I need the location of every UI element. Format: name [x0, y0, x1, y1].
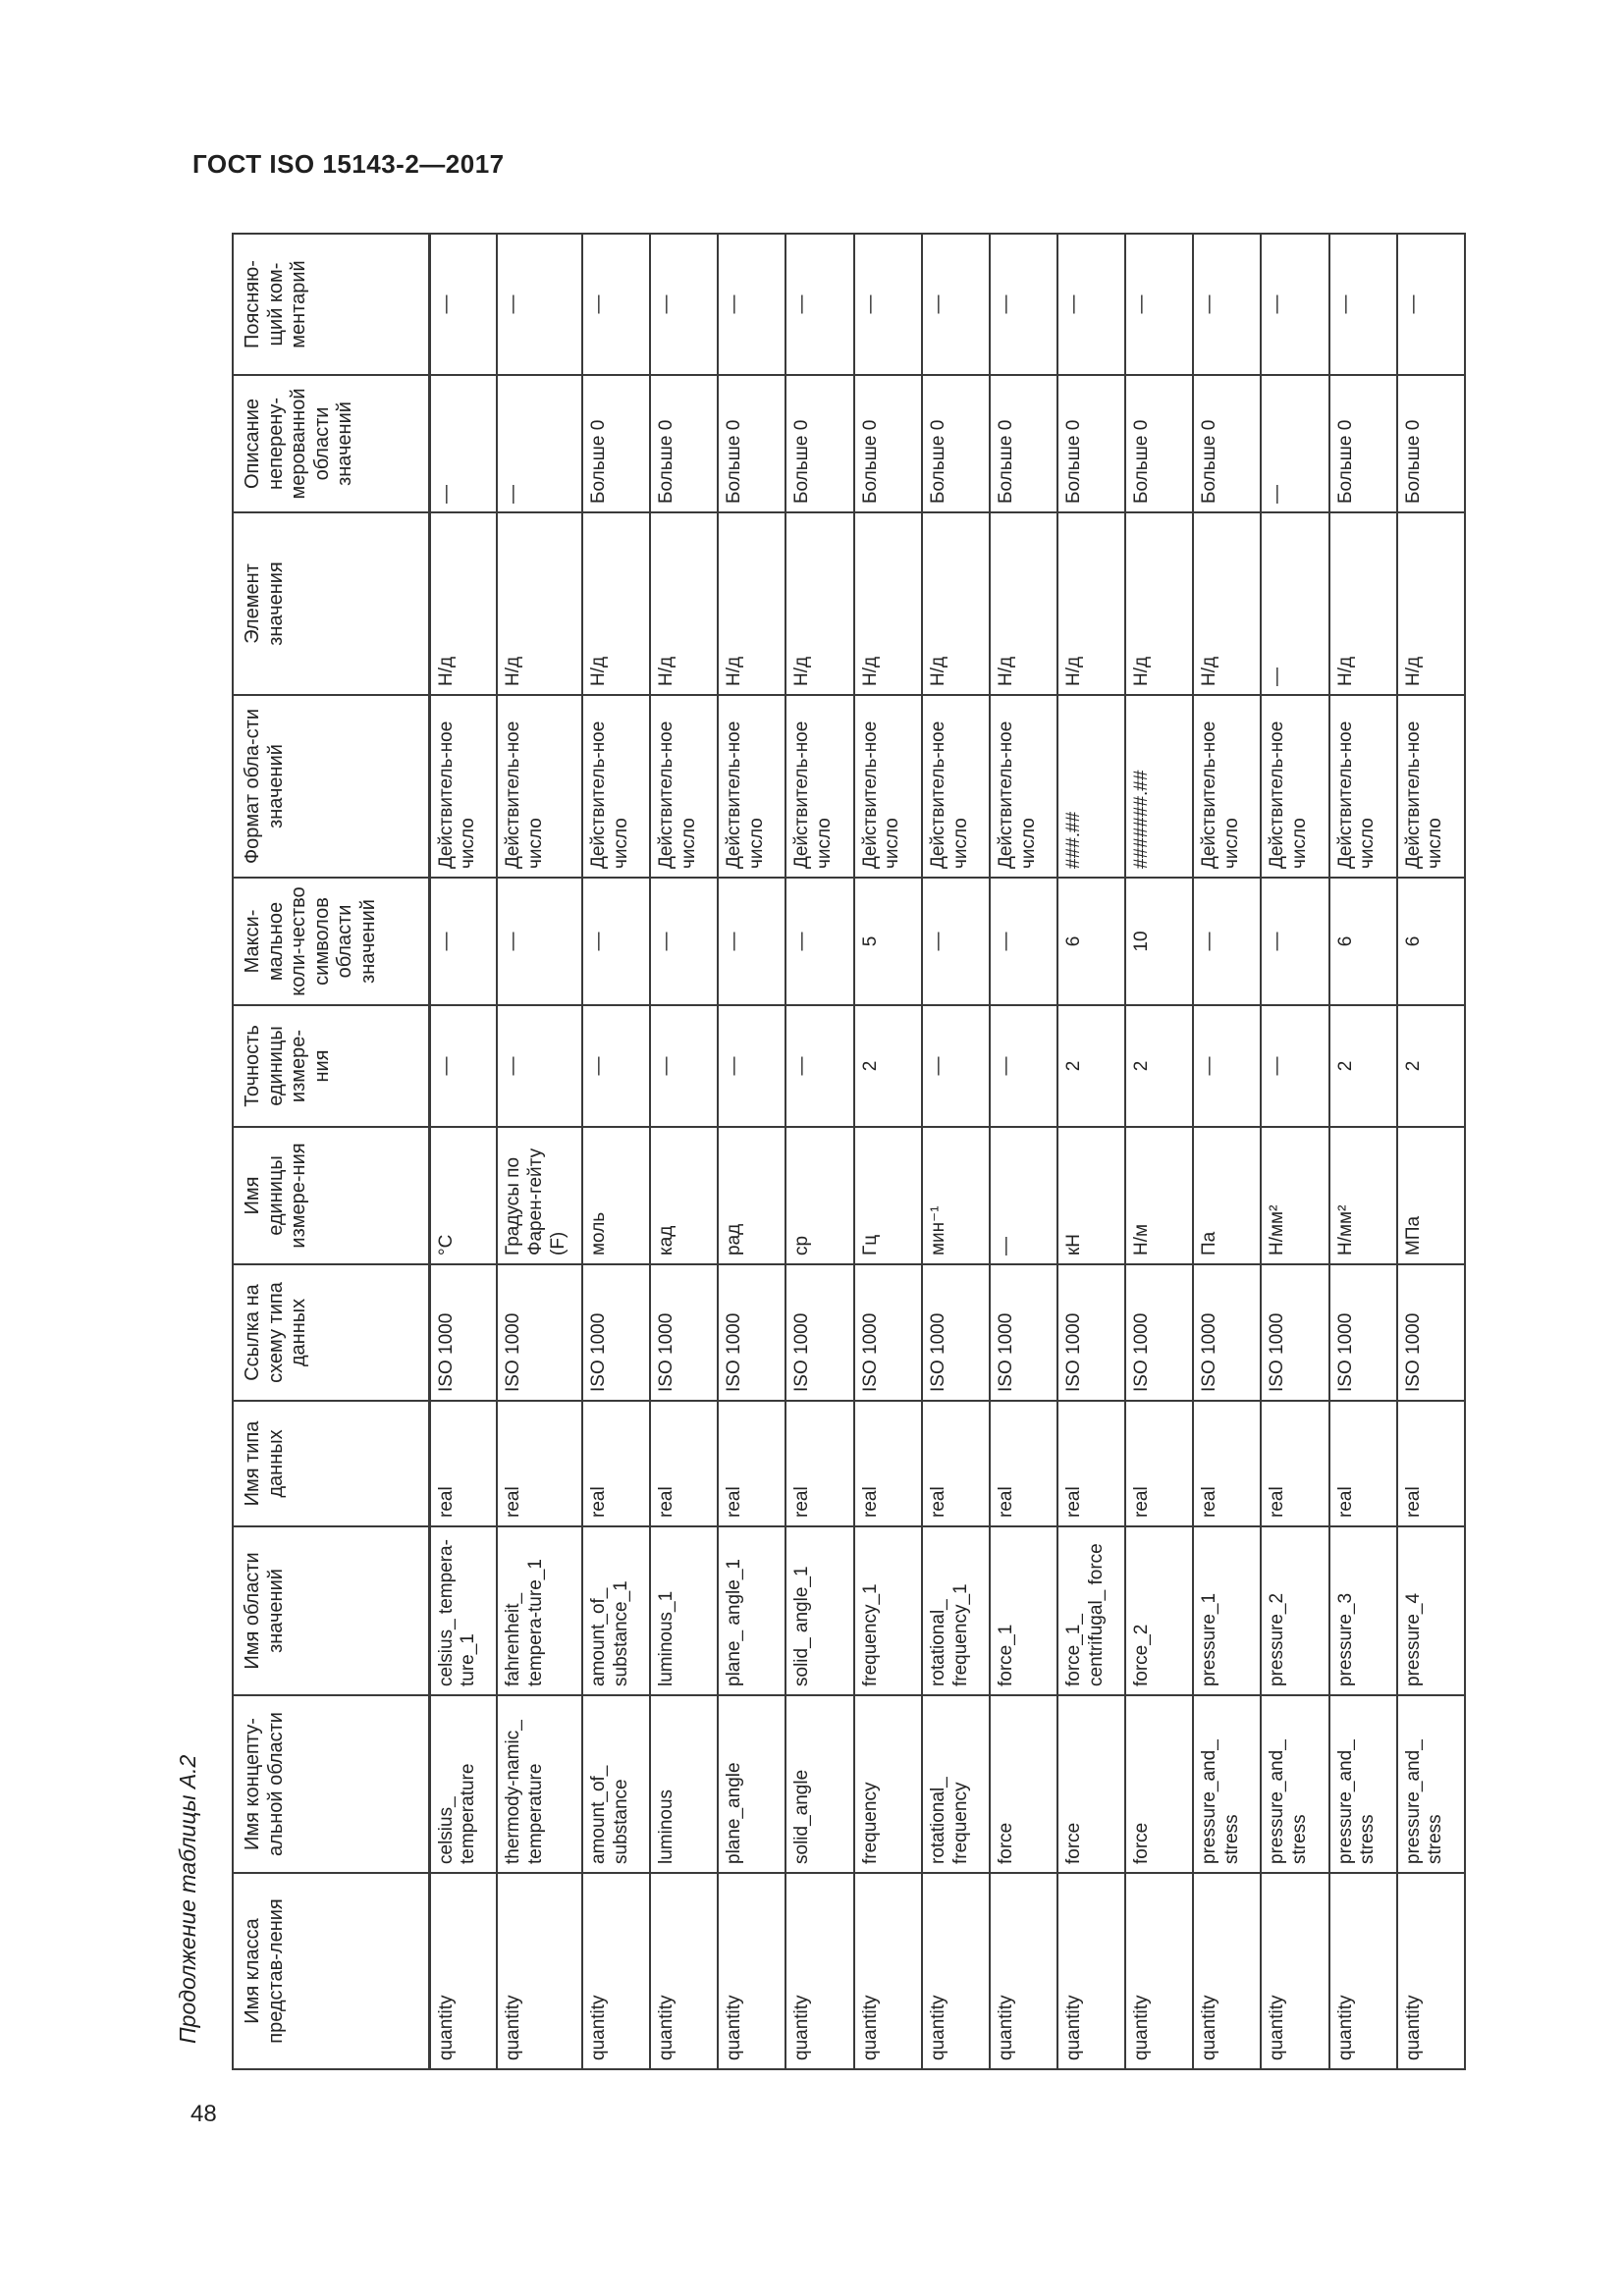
- table-cell: Н/д: [785, 512, 853, 695]
- table-cell: frequency_1: [854, 1526, 922, 1695]
- table-cell: quantity: [922, 1873, 990, 2069]
- table-cell: force: [1057, 1695, 1125, 1873]
- table-cell: Н/д: [429, 512, 497, 695]
- table-cell: Действитель-ное число: [497, 695, 582, 878]
- table-cell: Н/д: [922, 512, 990, 695]
- table-cell: quantity: [582, 1873, 650, 2069]
- table-cell: force_1_ centrifugal_ force: [1057, 1526, 1125, 1695]
- table-cell: Больше 0: [718, 375, 785, 512]
- table-cell: amount_of_ substance: [582, 1695, 650, 1873]
- table-cell: —: [429, 375, 497, 512]
- table-cell: Больше 0: [582, 375, 650, 512]
- table-cell: Н/д: [854, 512, 922, 695]
- table-cell: quantity: [990, 1873, 1057, 2069]
- table-cell: Больше 0: [854, 375, 922, 512]
- table-cell: Н/д: [582, 512, 650, 695]
- table-cell: real: [785, 1401, 853, 1526]
- table-cell: real: [854, 1401, 922, 1526]
- table-cell: Действитель-ное число: [650, 695, 718, 878]
- table-cell: rotational_ frequency: [922, 1695, 990, 1873]
- table-cell: Больше 0: [1057, 375, 1125, 512]
- table-cell: real: [718, 1401, 785, 1526]
- table-cell: —: [718, 1005, 785, 1127]
- table-cell: force: [990, 1695, 1057, 1873]
- table-cell: real: [922, 1401, 990, 1526]
- table-row: [1261, 234, 1328, 2069]
- column-header: Точность единицы измере-ния: [233, 1005, 429, 1127]
- table-cell: —: [1329, 234, 1397, 375]
- column-header: Формат обла-сти значений: [233, 695, 429, 878]
- table-cell: 2: [1125, 1005, 1193, 1127]
- rotated-table-container: [232, 235, 1466, 2070]
- table-cell: —: [497, 1005, 582, 1127]
- table-cell: кад: [650, 1127, 718, 1264]
- table-cell: 2: [1397, 1005, 1465, 1127]
- table-cell: Больше 0: [990, 375, 1057, 512]
- table-cell: 5: [854, 878, 922, 1005]
- table-cell: 2: [1329, 1005, 1397, 1127]
- table-cell: —: [1261, 1005, 1328, 1127]
- table-cell: real: [1057, 1401, 1125, 1526]
- table-cell: 6: [1329, 878, 1397, 1005]
- table-cell: Н/д: [497, 512, 582, 695]
- table-cell: celsius_ tempera-ture_1: [429, 1526, 497, 1695]
- table-cell: pressure_1: [1193, 1526, 1261, 1695]
- column-header: Описание неперену-мерованной области значений: [233, 375, 429, 512]
- table-cell: real: [1397, 1401, 1465, 1526]
- table-cell: ср: [785, 1127, 853, 1264]
- table-cell: quantity: [718, 1873, 785, 2069]
- table-cell: #######.##: [1125, 695, 1193, 878]
- table-cell: —: [650, 878, 718, 1005]
- document-header: ГОСТ ISO 15143-2—2017: [192, 149, 505, 179]
- table-cell: ISO 1000: [1261, 1264, 1328, 1401]
- table-cell: quantity: [1193, 1873, 1261, 2069]
- table-cell: —: [650, 234, 718, 375]
- table-cell: real: [582, 1401, 650, 1526]
- column-header: Поясняю-щий ком-ментарий: [233, 234, 429, 375]
- table-cell: МПа: [1397, 1127, 1465, 1264]
- table-cell: —: [1397, 234, 1465, 375]
- table-cell: rotational_ frequency_1: [922, 1526, 990, 1695]
- table-row: [785, 234, 853, 2069]
- table-cell: Н/мм²: [1261, 1127, 1328, 1264]
- table-cell: 6: [1057, 878, 1125, 1005]
- table-cell: real: [429, 1401, 497, 1526]
- table-cell: Действитель-ное число: [854, 695, 922, 878]
- data-table: [232, 233, 1466, 2070]
- table-cell: quantity: [429, 1873, 497, 2069]
- table-cell: pressure_2: [1261, 1526, 1328, 1695]
- table-cell: thermody-namic_ temperature: [497, 1695, 582, 1873]
- table-cell: —: [990, 1005, 1057, 1127]
- table-cell: —: [497, 234, 582, 375]
- table-cell: quantity: [785, 1873, 853, 2069]
- table-cell: ISO 1000: [785, 1264, 853, 1401]
- table-cell: quantity: [650, 1873, 718, 2069]
- table-cell: Действитель-ное число: [1397, 695, 1465, 878]
- table-cell: pressure_3: [1329, 1526, 1397, 1695]
- table-cell: ISO 1000: [1329, 1264, 1397, 1401]
- table-cell: рад: [718, 1127, 785, 1264]
- table-cell: —: [497, 878, 582, 1005]
- table-cell: —: [582, 878, 650, 1005]
- table-row: [718, 234, 785, 2069]
- table-cell: Н/мм²: [1329, 1127, 1397, 1264]
- table-cell: —: [718, 878, 785, 1005]
- table-cell: Действитель-ное число: [922, 695, 990, 878]
- table-cell: —: [1261, 234, 1328, 375]
- table-cell: real: [497, 1401, 582, 1526]
- table-cell: ISO 1000: [1125, 1264, 1193, 1401]
- table-cell: —: [1261, 878, 1328, 1005]
- table-cell: ISO 1000: [650, 1264, 718, 1401]
- table-cell: —: [497, 375, 582, 512]
- table-cell: Н/д: [1329, 512, 1397, 695]
- table-cell: amount_of_ substance_1: [582, 1526, 650, 1695]
- column-header: Элемент значения: [233, 512, 429, 695]
- table-cell: ISO 1000: [1397, 1264, 1465, 1401]
- table-cell: —: [990, 234, 1057, 375]
- table-cell: —: [650, 1005, 718, 1127]
- column-header: Имя концепту-альной области: [233, 1695, 429, 1873]
- table-cell: —: [990, 1127, 1057, 1264]
- table-cell: —: [1057, 234, 1125, 375]
- table-cell: force: [1125, 1695, 1193, 1873]
- table-cell: —: [922, 878, 990, 1005]
- table-row: [429, 234, 497, 2069]
- table-cell: ISO 1000: [718, 1264, 785, 1401]
- table-cell: Больше 0: [650, 375, 718, 512]
- table-cell: Действитель-ное число: [1261, 695, 1328, 878]
- table-cell: ISO 1000: [497, 1264, 582, 1401]
- table-cell: ###.##: [1057, 695, 1125, 878]
- table-row: [1329, 234, 1397, 2069]
- table-cell: pressure_and_ stress: [1329, 1695, 1397, 1873]
- table-row: [1397, 234, 1465, 2069]
- table-cell: real: [1193, 1401, 1261, 1526]
- table-cell: —: [922, 1005, 990, 1127]
- table-cell: real: [1125, 1401, 1193, 1526]
- table-cell: Действитель-ное число: [718, 695, 785, 878]
- table-cell: —: [429, 878, 497, 1005]
- table-cell: Действитель-ное число: [1193, 695, 1261, 878]
- table-cell: Больше 0: [785, 375, 853, 512]
- table-cell: Н/д: [1193, 512, 1261, 695]
- column-header: Макси-мальное коли-чество символов области значений: [233, 878, 429, 1005]
- table-cell: luminous: [650, 1695, 718, 1873]
- column-header: Имя области значений: [233, 1526, 429, 1695]
- table-row: [497, 234, 582, 2069]
- table-cell: pressure_and_ stress: [1397, 1695, 1465, 1873]
- table-row: [1125, 234, 1193, 2069]
- column-header: Имя единицы измере-ния: [233, 1127, 429, 1264]
- table-cell: ISO 1000: [1057, 1264, 1125, 1401]
- table-cell: ISO 1000: [582, 1264, 650, 1401]
- table-cell: Н/д: [990, 512, 1057, 695]
- table-cell: —: [1193, 878, 1261, 1005]
- table-cell: pressure_4: [1397, 1526, 1465, 1695]
- table-cell: Н/д: [1125, 512, 1193, 695]
- table-cell: —: [429, 1005, 497, 1127]
- column-header: Ссылка на схему типа данных: [233, 1264, 429, 1401]
- table-cell: ISO 1000: [1193, 1264, 1261, 1401]
- table-cell: —: [718, 234, 785, 375]
- table-cell: Н/д: [1397, 512, 1465, 695]
- table-cell: Н/д: [650, 512, 718, 695]
- table-cell: pressure_and_ stress: [1193, 1695, 1261, 1873]
- table-cell: моль: [582, 1127, 650, 1264]
- table-cell: solid_ angle_1: [785, 1526, 853, 1695]
- table-cell: мин⁻¹: [922, 1127, 990, 1264]
- table-cell: real: [1261, 1401, 1328, 1526]
- table-cell: real: [650, 1401, 718, 1526]
- table-cell: Н/д: [1057, 512, 1125, 695]
- table-cell: °C: [429, 1127, 497, 1264]
- table-cell: plane_angle: [718, 1695, 785, 1873]
- table-cell: Больше 0: [1193, 375, 1261, 512]
- table-cell: Больше 0: [1397, 375, 1465, 512]
- column-header: Имя типа данных: [233, 1401, 429, 1526]
- table-cell: Больше 0: [922, 375, 990, 512]
- table-cell: Н/д: [718, 512, 785, 695]
- table-cell: Действитель-ное число: [1329, 695, 1397, 878]
- table-cell: —: [785, 1005, 853, 1127]
- table-row: [1193, 234, 1261, 2069]
- table-row: [650, 234, 718, 2069]
- table-row: [1057, 234, 1125, 2069]
- table-cell: —: [582, 1005, 650, 1127]
- table-cell: fahrenheit_ tempera-ture_1: [497, 1526, 582, 1695]
- table-cell: plane_ angle_1: [718, 1526, 785, 1695]
- table-cell: solid_angle: [785, 1695, 853, 1873]
- table-cell: —: [1125, 234, 1193, 375]
- table-cell: quantity: [854, 1873, 922, 2069]
- table-row: [990, 234, 1057, 2069]
- table-cell: —: [922, 234, 990, 375]
- table-cell: Больше 0: [1329, 375, 1397, 512]
- table-cell: celsius_ temperature: [429, 1695, 497, 1873]
- table-cell: Больше 0: [1125, 375, 1193, 512]
- table-cell: —: [1261, 375, 1328, 512]
- table-cell: 6: [1397, 878, 1465, 1005]
- table-cell: кН: [1057, 1127, 1125, 1264]
- table-header: [233, 234, 429, 2069]
- table-cell: quantity: [1329, 1873, 1397, 2069]
- table-cell: force_1: [990, 1526, 1057, 1695]
- table-cell: —: [1193, 1005, 1261, 1127]
- table-cell: frequency: [854, 1695, 922, 1873]
- table-cell: force_2: [1125, 1526, 1193, 1695]
- table-row: [582, 234, 650, 2069]
- table-cell: —: [1193, 234, 1261, 375]
- table-cell: real: [1329, 1401, 1397, 1526]
- table-cell: quantity: [1397, 1873, 1465, 2069]
- table-cell: quantity: [497, 1873, 582, 2069]
- table-cell: —: [1261, 512, 1328, 695]
- table-cell: —: [990, 878, 1057, 1005]
- table-cell: pressure_and_ stress: [1261, 1695, 1328, 1873]
- table-row: [854, 234, 922, 2069]
- table-caption: Продолжение таблицы А.2: [175, 1754, 200, 2044]
- table-cell: —: [785, 234, 853, 375]
- table-cell: —: [785, 878, 853, 1005]
- table-cell: quantity: [1057, 1873, 1125, 2069]
- table-cell: real: [990, 1401, 1057, 1526]
- table-cell: Градусы по Фарен-гейту (F): [497, 1127, 582, 1264]
- table-cell: 10: [1125, 878, 1193, 1005]
- header-row: [233, 234, 429, 2069]
- table-cell: ISO 1000: [922, 1264, 990, 1401]
- table-cell: 2: [854, 1005, 922, 1127]
- table-cell: Действитель-ное число: [990, 695, 1057, 878]
- table-cell: quantity: [1125, 1873, 1193, 2069]
- table-body: [429, 234, 1465, 2069]
- table-cell: quantity: [1261, 1873, 1328, 2069]
- table-cell: Действитель-ное число: [582, 695, 650, 878]
- table-cell: Па: [1193, 1127, 1261, 1264]
- table-cell: ISO 1000: [990, 1264, 1057, 1401]
- page-number: 48: [190, 2101, 217, 2127]
- table-cell: ISO 1000: [429, 1264, 497, 1401]
- table-cell: —: [854, 234, 922, 375]
- table-cell: —: [429, 234, 497, 375]
- table-cell: 2: [1057, 1005, 1125, 1127]
- table-cell: Действитель-ное число: [785, 695, 853, 878]
- table-row: [922, 234, 990, 2069]
- column-header: Имя класса представ-ления: [233, 1873, 429, 2069]
- table-cell: luminous_1: [650, 1526, 718, 1695]
- table-cell: —: [582, 234, 650, 375]
- table-cell: Гц: [854, 1127, 922, 1264]
- table-cell: Н/м: [1125, 1127, 1193, 1264]
- table-cell: Действитель-ное число: [429, 695, 497, 878]
- table-cell: ISO 1000: [854, 1264, 922, 1401]
